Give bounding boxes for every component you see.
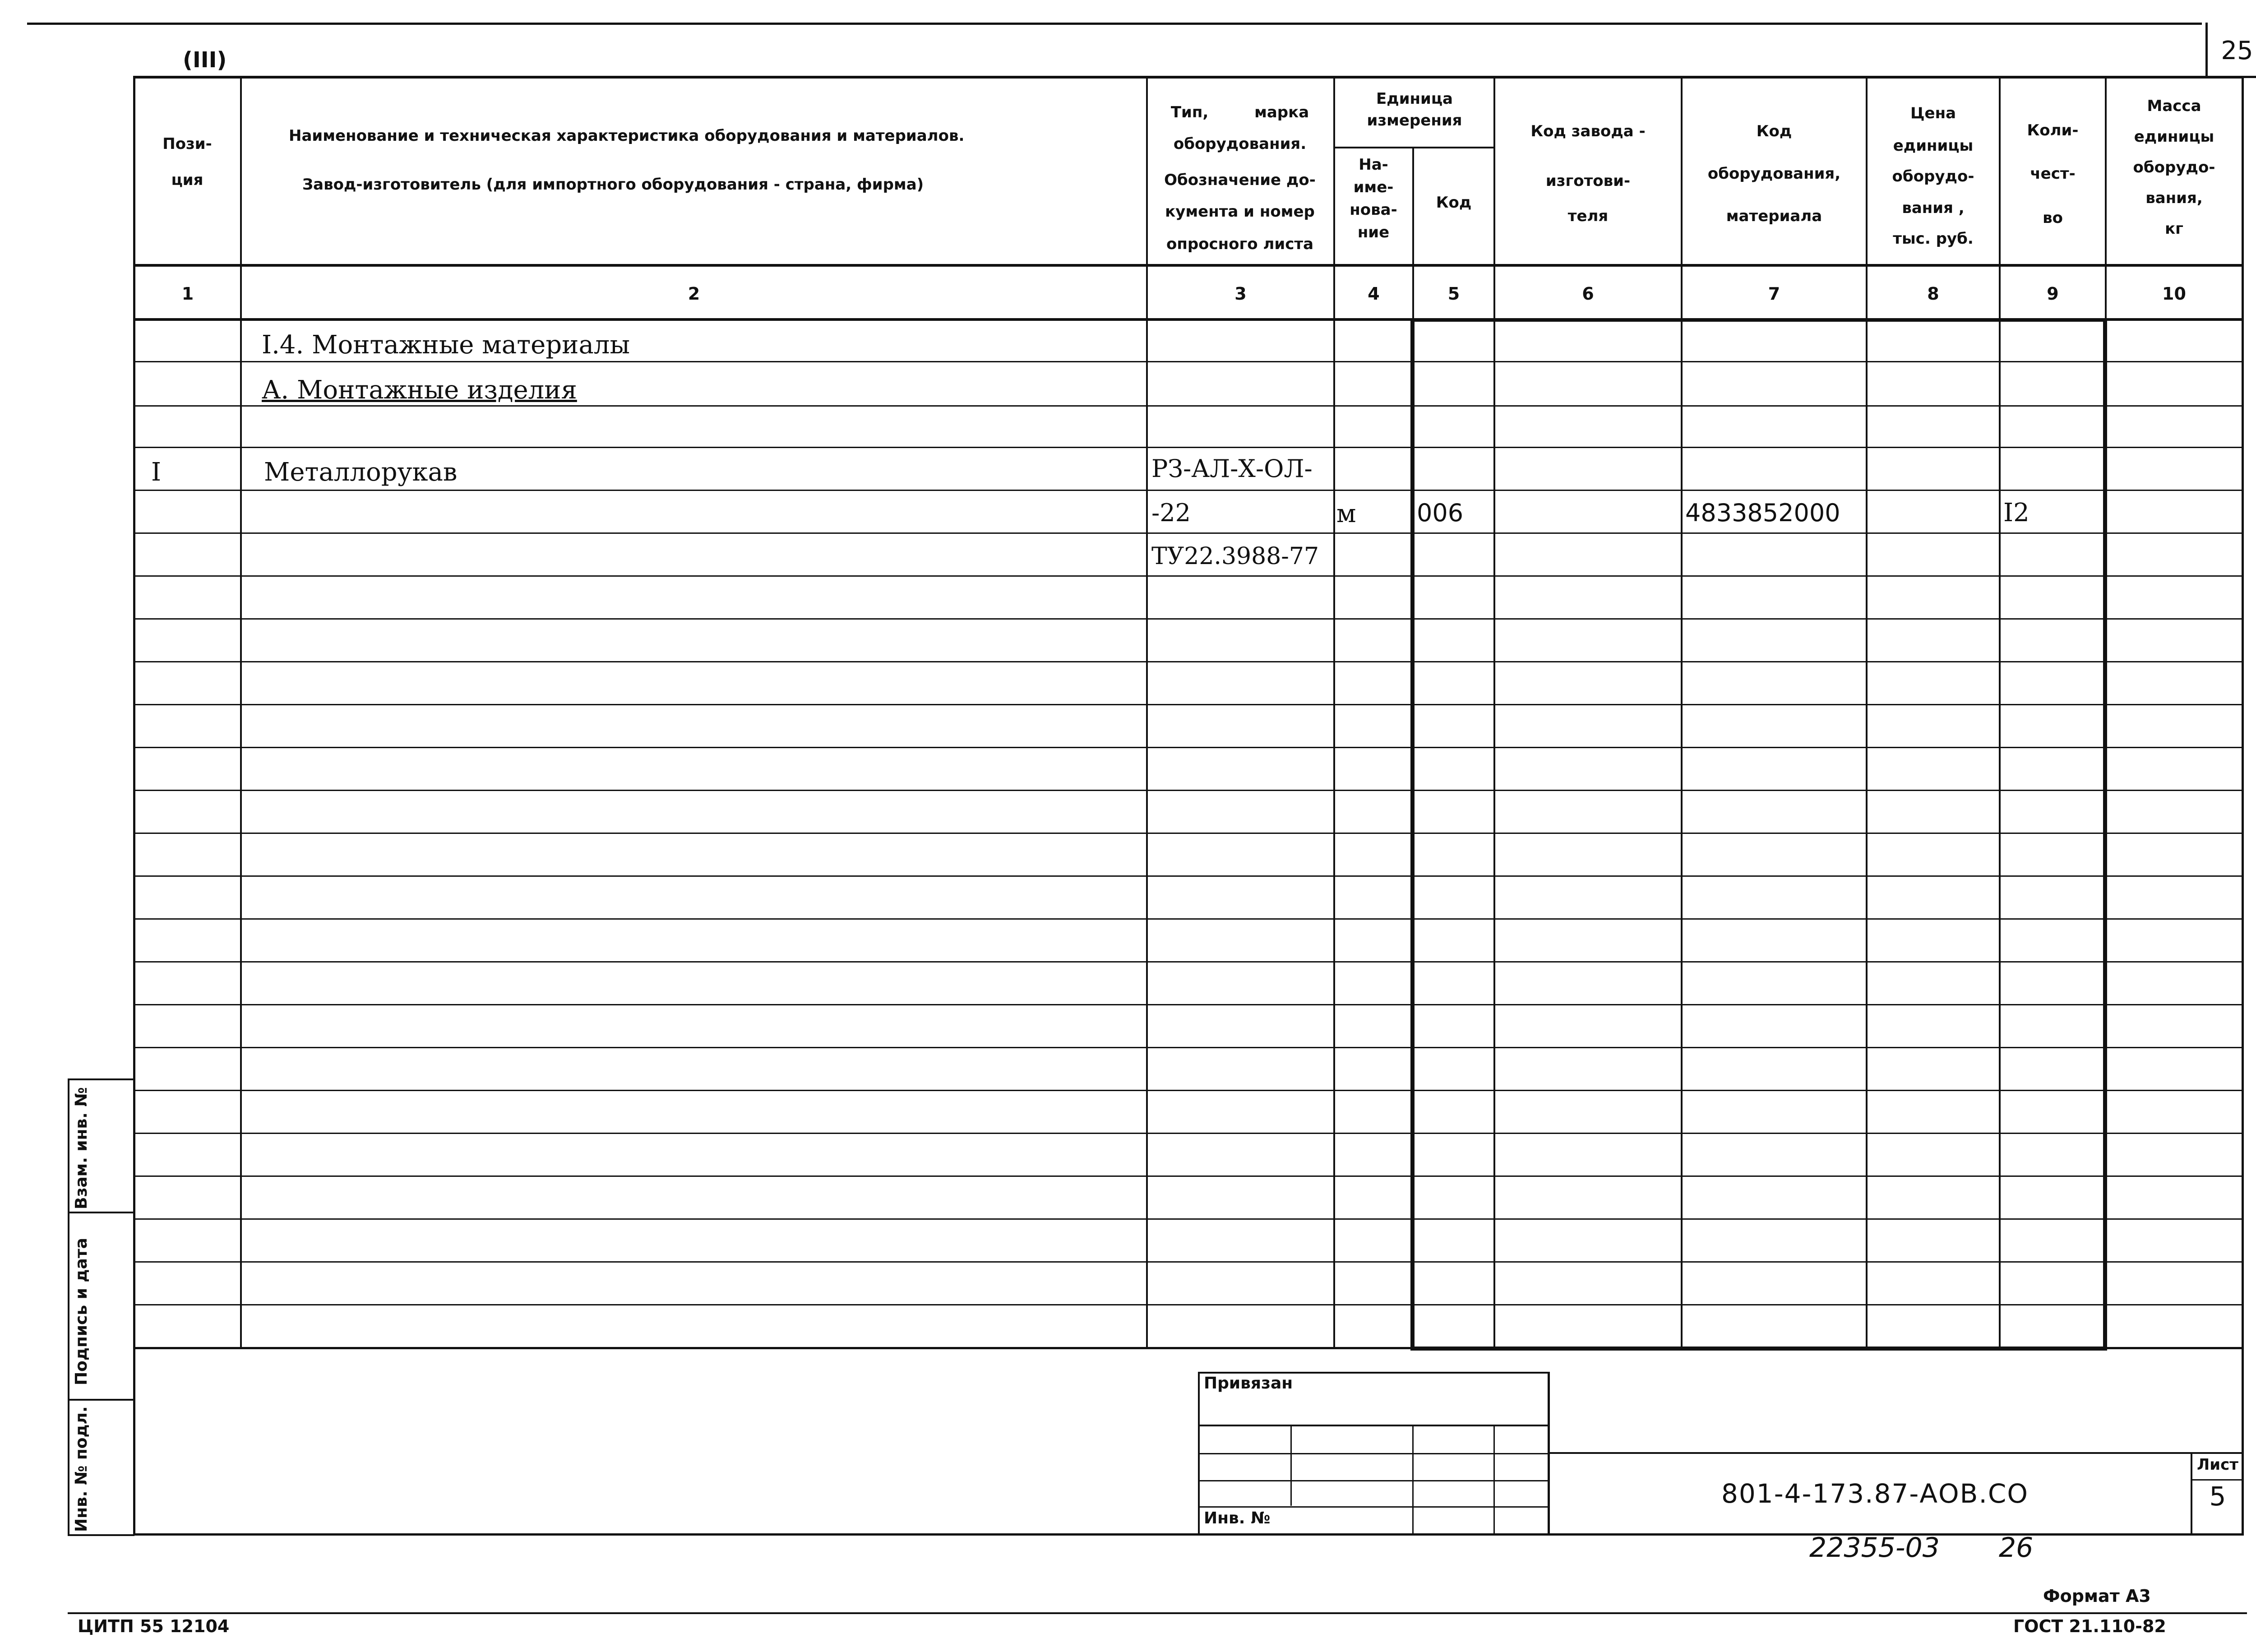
row-rule <box>133 875 2244 877</box>
side-label-vzam-inv: Взам. инв. № <box>72 1087 91 1209</box>
inv-no-label: Инв. № <box>1204 1509 1271 1527</box>
format-label: Формат А3 <box>2043 1586 2151 1606</box>
side-label-inv-podl: Инв. № подл. <box>72 1406 91 1532</box>
list-label: Лист <box>2197 1456 2238 1474</box>
row-rule <box>133 1304 2244 1305</box>
section-marker: (III) <box>183 47 227 73</box>
vline-right <box>2242 76 2244 1536</box>
header-col5: Код <box>1436 194 1472 212</box>
row-rule <box>133 618 2244 620</box>
row-rule <box>133 704 2244 705</box>
privyazan-label: Привязан <box>1204 1374 1293 1393</box>
row-rule <box>133 790 2244 791</box>
designation: 801-4-173.87-АОВ.СО <box>1721 1478 2029 1509</box>
footer-left-code: ЦИТП 55 12104 <box>78 1616 230 1636</box>
row-rule <box>133 1004 2244 1005</box>
list-number: 5 <box>2209 1481 2226 1512</box>
sheet-corner-number: 25 <box>2221 36 2253 65</box>
side-label-podpis-data: Подпись и дата <box>72 1238 91 1385</box>
top-box-line <box>133 76 2244 79</box>
row-rule <box>133 1175 2244 1177</box>
row-rule <box>133 1090 2244 1091</box>
top-border-line <box>27 23 2202 25</box>
row-rule <box>133 961 2244 963</box>
row-rule <box>133 747 2244 748</box>
row-rule <box>133 833 2244 834</box>
archive-page: 26 <box>1999 1532 2034 1564</box>
footer-gost: ГОСТ 21.110-82 <box>2013 1616 2166 1636</box>
row-rule <box>133 1261 2244 1263</box>
row-rule <box>133 1218 2244 1220</box>
row-rule <box>133 1047 2244 1048</box>
bottom-footer-line <box>68 1612 2247 1614</box>
row-rule <box>133 661 2244 662</box>
row-rule <box>133 918 2244 920</box>
archive-number: 22355-03 <box>1809 1532 1940 1564</box>
row-rule <box>133 1133 2244 1134</box>
